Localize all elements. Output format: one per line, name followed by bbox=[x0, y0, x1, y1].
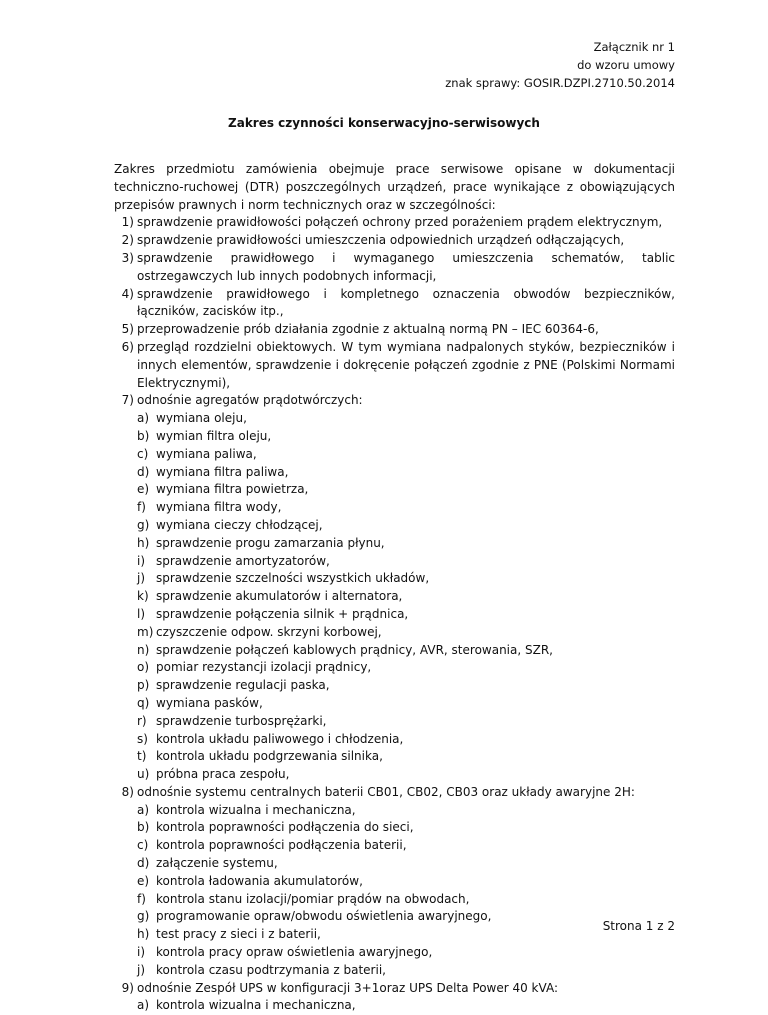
list-item bbox=[114, 980, 675, 1015]
list-item-number: 8) bbox=[121, 784, 134, 799]
sub-list-text: kontrola pracy opraw oświetlenia awaryjnego, bbox=[156, 945, 433, 960]
list-item bbox=[114, 250, 675, 286]
sub-list-item bbox=[137, 748, 675, 766]
sub-list-item bbox=[137, 606, 675, 624]
sub-list-letter: a) bbox=[137, 998, 150, 1013]
sub-list-letter: o) bbox=[137, 660, 150, 675]
sub-list-text: załączenie systemu, bbox=[156, 856, 278, 871]
sub-list-letter: k) bbox=[137, 589, 149, 604]
sub-list-letter: s) bbox=[137, 731, 148, 746]
sub-list-item bbox=[137, 713, 675, 731]
sub-list-text: sprawdzenie połączenia silnik + prądnica, bbox=[156, 606, 409, 621]
sub-list-text: sprawdzenie progu zamarzania płynu, bbox=[156, 535, 385, 550]
list-item bbox=[114, 339, 675, 392]
sub-list-text: wymian filtra oleju, bbox=[156, 428, 272, 443]
sub-list-item bbox=[137, 499, 675, 517]
sub-list-item bbox=[137, 624, 675, 642]
sub-list-text: sprawdzenie akumulatorów i alternatora, bbox=[156, 589, 403, 604]
sub-list-letter: g) bbox=[137, 909, 150, 924]
sub-list-text: wymiana filtra powietrza, bbox=[156, 482, 309, 497]
list-item-number: 2) bbox=[121, 233, 134, 248]
list-item-text: odnośnie Zespół UPS w konfiguracji 3+1oraz UPS Delta Power 40 kVA: bbox=[137, 980, 558, 995]
sub-list-text: wymiana cieczy chłodzącej, bbox=[156, 517, 323, 532]
sub-list-text: sprawdzenie turbosprężarki, bbox=[156, 713, 327, 728]
sub-list-item bbox=[137, 837, 675, 855]
sub-list-letter: f) bbox=[137, 500, 146, 515]
sub-list-item bbox=[137, 428, 675, 446]
sub-list-item bbox=[137, 855, 675, 873]
list-item bbox=[114, 321, 675, 339]
sub-list-letter: j) bbox=[137, 571, 146, 586]
sub-list-letter: p) bbox=[137, 678, 150, 693]
sub-list-text: pomiar rezystancji izolacji prądnicy, bbox=[156, 660, 372, 675]
sub-list-item bbox=[137, 926, 675, 944]
sub-list-text: kontrola stanu izolacji/pomiar prądów na obwodach, bbox=[156, 891, 470, 906]
list-item bbox=[114, 784, 675, 980]
list-item-number: 5) bbox=[121, 322, 134, 337]
sub-list-text: sprawdzenie połączeń kablowych prądnicy, AVR, sterowania, SZR, bbox=[156, 642, 553, 657]
page-number: Strona 1 z 2 bbox=[602, 919, 675, 933]
sub-list-text: próbna praca zespołu, bbox=[156, 767, 290, 782]
scope-list bbox=[114, 214, 675, 1015]
list-item-text: odnośnie systemu centralnych baterii CB01, CB02, CB03 oraz układy awaryjne 2H: bbox=[137, 784, 635, 799]
sub-list-letter: l) bbox=[137, 606, 146, 621]
sub-list-item bbox=[137, 873, 675, 891]
sub-list-letter: m) bbox=[137, 624, 154, 639]
sub-list-letter: e) bbox=[137, 482, 150, 497]
list-item-number: 4) bbox=[121, 286, 134, 301]
sub-list-item bbox=[137, 446, 675, 464]
list-item bbox=[114, 392, 675, 784]
sub-list-item bbox=[137, 659, 675, 677]
sub-list-item bbox=[137, 908, 675, 926]
sub-list-letter: c) bbox=[137, 446, 149, 461]
list-item-text: sprawdzenie prawidłowości umieszczenia odpowiednich urządzeń odłączających, bbox=[137, 233, 625, 248]
sub-list-letter: h) bbox=[137, 535, 150, 550]
sub-list-letter: a) bbox=[137, 802, 150, 817]
list-item-text: przeprowadzenie prób działania zgodnie z aktualną normą PN – IEC 60364-6, bbox=[137, 322, 599, 337]
sub-list-letter: d) bbox=[137, 464, 150, 479]
sub-list-letter: i) bbox=[137, 553, 146, 568]
attachment-reference: do wzoru umowy bbox=[577, 58, 675, 72]
sub-list-letter: b) bbox=[137, 428, 150, 443]
sub-list-letter: i) bbox=[137, 945, 146, 960]
sub-list-letter: q) bbox=[137, 695, 150, 710]
sub-list-text: kontrola układu podgrzewania silnika, bbox=[156, 749, 383, 764]
sub-list-item bbox=[137, 819, 675, 837]
list-item-number: 9) bbox=[121, 980, 134, 995]
sub-list-item bbox=[137, 802, 675, 820]
list-item-number: 1) bbox=[121, 215, 134, 230]
sub-list-text: kontrola czasu podtrzymania z baterii, bbox=[156, 962, 386, 977]
intro-paragraph: Zakres przedmiotu zamówienia obejmuje prace serwisowe opisane w dokumentacji techniczno-ruchowej (DTR) poszczególnych urządzeń, prace wynikające z obowiązujących przepisów prawnych i norm technicznych oraz w szczególności: bbox=[114, 162, 675, 212]
list-item bbox=[114, 232, 675, 250]
sub-list-letter: e) bbox=[137, 873, 150, 888]
sub-list-item bbox=[137, 766, 675, 784]
sub-list-letter: c) bbox=[137, 838, 149, 853]
sub-list-letter: u) bbox=[137, 767, 150, 782]
sub-list-text: sprawdzenie regulacji paska, bbox=[156, 678, 330, 693]
list-item-number: 7) bbox=[121, 393, 134, 408]
sub-list-text: sprawdzenie amortyzatorów, bbox=[156, 553, 330, 568]
sub-list-text: programowanie opraw/obwodu oświetlenia awaryjnego, bbox=[156, 909, 492, 924]
sub-list-text: kontrola wizualna i mechaniczna, bbox=[156, 998, 356, 1013]
sub-list-letter: r) bbox=[137, 713, 147, 728]
sub-list-text: wymiana filtra wody, bbox=[156, 500, 282, 515]
sub-list-text: test pracy z sieci i z baterii, bbox=[156, 927, 321, 942]
sub-list-item bbox=[137, 677, 675, 695]
sub-list-text: czyszczenie odpow. skrzyni korbowej, bbox=[156, 624, 382, 639]
list-item bbox=[114, 286, 675, 322]
sub-list-text: kontrola poprawności podłączenia do sieci, bbox=[156, 820, 414, 835]
sub-list bbox=[137, 410, 675, 784]
sub-list-item bbox=[137, 553, 675, 571]
list-item-text: przegląd rozdzielni obiektowych. W tym wymiana nadpalonych styków, bezpieczników i innych elementów, sprawdzenie i dokręcenie połączeń zgodnie z PNE (Polskimi Normami Elektrycznymi), bbox=[137, 339, 675, 390]
sub-list-item bbox=[137, 997, 675, 1015]
list-item-text: sprawdzenie prawidłowości połączeń ochrony przed porażeniem prądem elektrycznym, bbox=[137, 215, 663, 230]
sub-list-text: wymiana paliwa, bbox=[156, 446, 257, 461]
sub-list-item bbox=[137, 891, 675, 909]
sub-list-text: kontrola ładowania akumulatorów, bbox=[156, 873, 363, 888]
sub-list-text: kontrola układu paliwowego i chłodzenia, bbox=[156, 731, 404, 746]
sub-list-text: kontrola wizualna i mechaniczna, bbox=[156, 802, 356, 817]
sub-list-item bbox=[137, 588, 675, 606]
sub-list-text: sprawdzenie szczelności wszystkich układów, bbox=[156, 571, 430, 586]
sub-list-letter: n) bbox=[137, 642, 150, 657]
sub-list-item bbox=[137, 731, 675, 749]
list-item-text: odnośnie agregatów prądotwórczych: bbox=[137, 393, 363, 408]
sub-list-letter: h) bbox=[137, 927, 150, 942]
sub-list-item bbox=[137, 535, 675, 553]
list-item bbox=[114, 214, 675, 232]
attachment-header bbox=[445, 38, 675, 92]
sub-list-item bbox=[137, 570, 675, 588]
sub-list-text: wymiana pasków, bbox=[156, 695, 263, 710]
sub-list-text: wymiana oleju, bbox=[156, 411, 247, 426]
sub-list-letter: b) bbox=[137, 820, 150, 835]
sub-list bbox=[137, 997, 675, 1015]
sub-list-letter: a) bbox=[137, 411, 150, 426]
sub-list-text: kontrola poprawności podłączenia baterii, bbox=[156, 838, 407, 853]
sub-list-item bbox=[137, 695, 675, 713]
sub-list-letter: f) bbox=[137, 891, 146, 906]
sub-list-item bbox=[137, 642, 675, 660]
sub-list-letter: d) bbox=[137, 856, 150, 871]
sub-list-text: wymiana filtra paliwa, bbox=[156, 464, 289, 479]
document-title: Zakres czynności konserwacyjno-serwisowych bbox=[228, 116, 540, 130]
sub-list-letter: t) bbox=[137, 749, 147, 764]
list-item-number: 3) bbox=[121, 250, 134, 265]
sub-list-item bbox=[137, 481, 675, 499]
case-number: znak sprawy: GOSIR.DZPI.2710.50.2014 bbox=[445, 76, 675, 90]
list-item-number: 6) bbox=[121, 339, 134, 354]
sub-list-item bbox=[137, 962, 675, 980]
list-item-text: sprawdzenie prawidłowego i kompletnego oznaczenia obwodów bezpieczników, łączników, zacisków itp., bbox=[137, 286, 675, 319]
sub-list-item bbox=[137, 944, 675, 962]
sub-list bbox=[137, 802, 675, 980]
sub-list-item bbox=[137, 410, 675, 428]
sub-list-letter: g) bbox=[137, 517, 150, 532]
sub-list-item bbox=[137, 464, 675, 482]
attachment-number: Załącznik nr 1 bbox=[593, 40, 675, 54]
sub-list-item bbox=[137, 517, 675, 535]
document-body bbox=[114, 161, 675, 1015]
sub-list-letter: j) bbox=[137, 962, 146, 977]
list-item-text: sprawdzenie prawidłowego i wymaganego umieszczenia schematów, tablic ostrzegawczych lub innych podobnych informacji, bbox=[137, 250, 675, 283]
